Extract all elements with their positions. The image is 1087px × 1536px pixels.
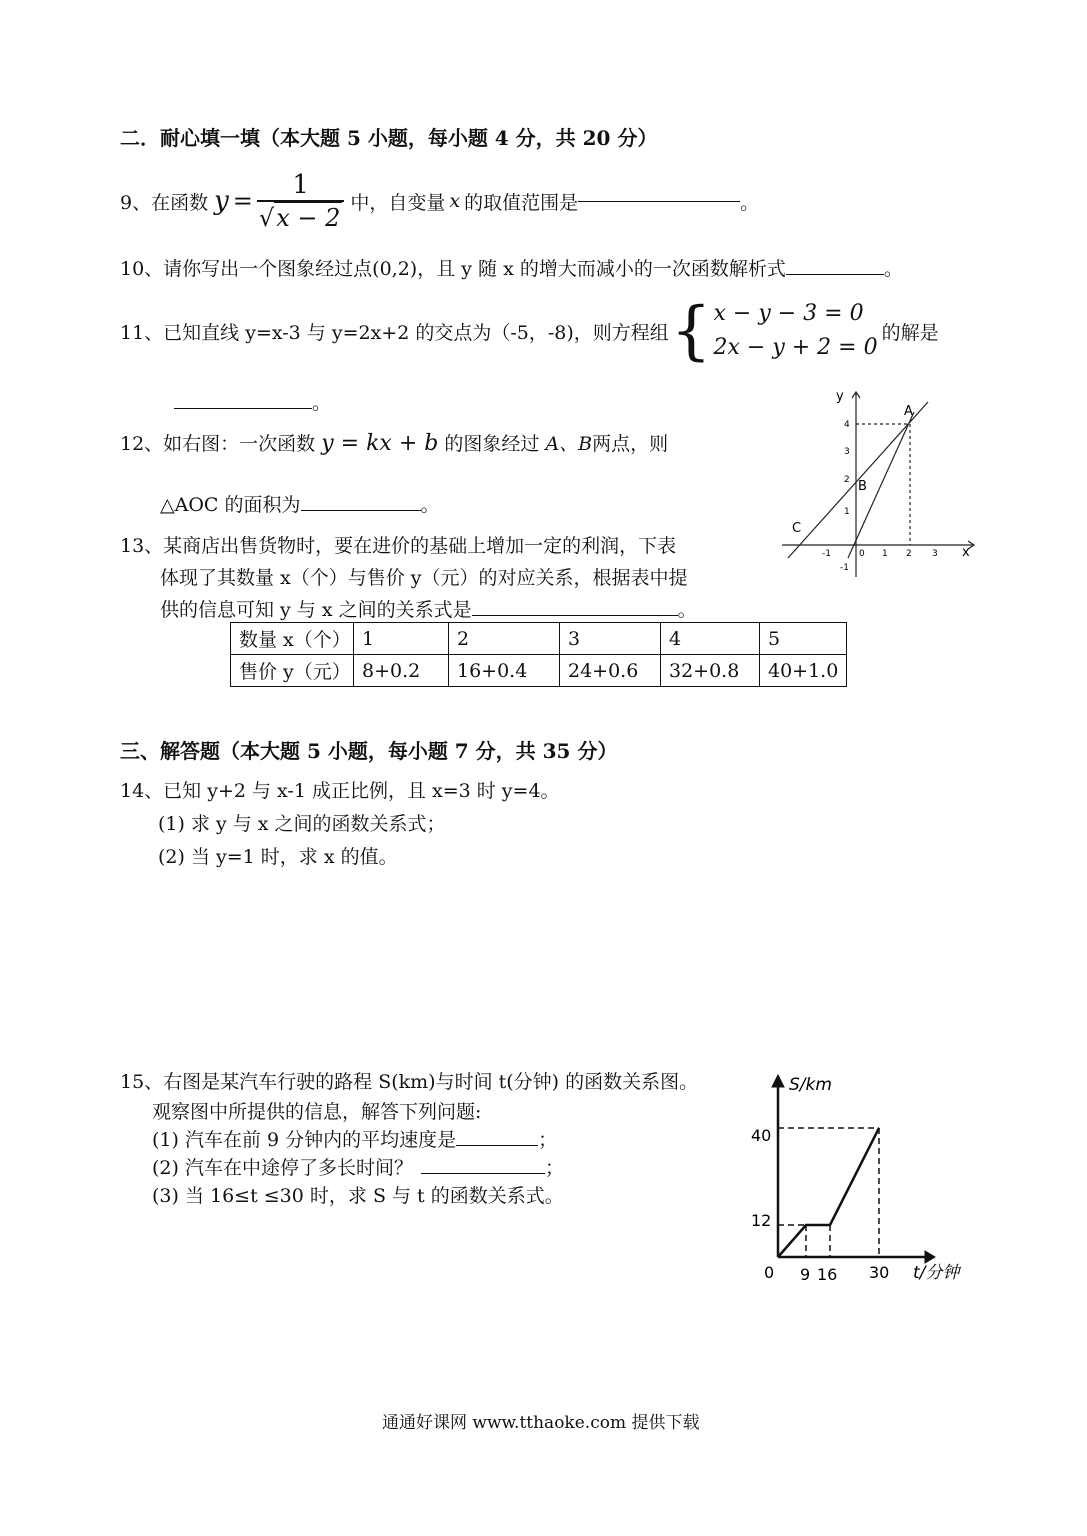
q12-area-prompt: △AOC 的面积为 (160, 494, 301, 516)
q10-answer-blank[interactable] (786, 273, 884, 275)
q9-fraction (257, 170, 344, 233)
q15-line-2: 观察图中所提供的信息，解答下列问题: (152, 1101, 482, 1123)
table-cell: 1 (354, 623, 449, 655)
q15-line-4 (152, 1153, 564, 1180)
q9-denominator: √x − 2 (257, 200, 344, 233)
q10-text: 10、请你写出一个图象经过点(0,2)，且 y 随 x 的增大而减小的一次函数解析式 (120, 258, 786, 280)
q11-answer-blank[interactable] (174, 407, 312, 409)
table-row (231, 655, 847, 687)
q11-equation-2: 2x − y + 2 = 0 (713, 335, 878, 360)
question-9 (120, 166, 759, 236)
q15-t-arrow (925, 1251, 935, 1263)
q13-prompt: 供的信息可知 y 与 x 之间的关系式是 (160, 599, 472, 621)
q15-line-3 (152, 1125, 557, 1152)
q9-radicand: x − 2 (276, 203, 341, 232)
q15-line-5: (3) 当 16≤t ≤30 时，求 S 与 t 的函数关系式。 (152, 1185, 564, 1207)
q11-end: 。 (312, 392, 332, 414)
q12-tail: 两点，则 (592, 433, 669, 455)
q11-equation-1: x − y − 3 = 0 (713, 301, 864, 326)
q12-prefix: 12、如右图：一次函数 (120, 433, 316, 455)
q12-line-2 (160, 490, 440, 517)
q13-answer-blank[interactable] (472, 614, 678, 616)
q12-ytick: 2 (844, 475, 850, 485)
q15-q1-prompt: (1) 汽车在前 9 分钟内的平均速度是 (152, 1129, 457, 1151)
table-cell: 8+0.2 (354, 655, 449, 687)
table-cell: 32+0.8 (661, 655, 760, 687)
q9-suffix: 中，自变量 (350, 191, 446, 214)
q13-table (230, 622, 847, 687)
question-10 (120, 254, 903, 281)
q15-q1-blank[interactable] (456, 1144, 538, 1146)
table-cell: 3 (560, 623, 661, 655)
q15-ytick-12: 12 (751, 1211, 772, 1230)
section-3-title: 三、解答题（本大题 5 小题，每小题 7 分，共 35 分） (120, 739, 618, 763)
q15-xtick-9: 9 (800, 1265, 811, 1284)
table-cell: 40+1.0 (760, 655, 847, 687)
q15-xtick-30: 30 (869, 1263, 890, 1282)
q12-answer-blank[interactable] (301, 509, 421, 511)
q12-points: A、B (545, 433, 593, 455)
q11-brace: { (670, 294, 712, 368)
table-cell: 16+0.4 (449, 655, 560, 687)
q11-answer-line (174, 388, 331, 415)
q11-tail: 的解是 (881, 321, 939, 344)
section-2-title: 二．耐心填一填（本大题 5 小题，每小题 4 分，共 20 分） (120, 126, 658, 150)
q12-end: 。 (420, 494, 440, 516)
q12-xtick: 2 (906, 549, 912, 559)
q9-prefix: 9、在函数 (120, 191, 209, 214)
q9-numerator: 1 (292, 169, 309, 200)
q9-answer-blank[interactable] (578, 200, 740, 202)
q12-point-c: C (792, 521, 802, 536)
table-cell: 2 (449, 623, 560, 655)
q12-y-label: y (836, 389, 844, 404)
q15-ytick-40: 40 (751, 1126, 772, 1145)
q15-y-label: S/km (789, 1075, 832, 1095)
q12-xtick: 3 (932, 549, 938, 559)
q12-ytick: 3 (844, 447, 850, 457)
q9-y: y (214, 186, 229, 216)
q15-distance-line (778, 1128, 879, 1257)
q11-system (714, 297, 878, 365)
q14-line-1: 14、已知 y+2 与 x-1 成正比例，且 x=3 时 y=4。 (120, 780, 560, 802)
q15-xtick-0: 0 (764, 1263, 775, 1282)
q13-line-1: 13、某商店出售货物时，要在进价的基础上增加一定的利润，下表 (120, 535, 677, 557)
q12-xtick: -1 (822, 549, 831, 559)
footer-text: 通通好课网 www.tthaoke.com 提供下载 (382, 1413, 700, 1433)
q13-line-2: 体现了其数量 x（个）与售价 y（元）的对应关系，根据表中提 (160, 567, 688, 589)
q9-var: x (449, 190, 461, 212)
q14-line-2: (1) 求 y 与 x 之间的函数关系式； (158, 813, 446, 835)
table-cell: 24+0.6 (560, 655, 661, 687)
q14-line-3: (2) 当 y=1 时，求 x 的值。 (158, 846, 398, 868)
table-row (231, 623, 847, 655)
q13-end: 。 (677, 599, 697, 621)
q15-x-label: t/分钟 (913, 1263, 960, 1283)
q12-point-a: A (904, 404, 913, 419)
q11-text: 11、已知直线 y=x-3 与 y=2x+2 的交点为（-5，-8)，则方程组 (120, 321, 669, 344)
table-cell: 4 (661, 623, 760, 655)
q12-mid: 的图象经过 (444, 433, 540, 455)
q15-s-arrow (772, 1075, 784, 1087)
q12-formula: y = kx + b (321, 431, 439, 456)
question-12 (120, 429, 668, 456)
q9-end: 。 (740, 191, 760, 214)
table-cell: 售价 y（元） (231, 655, 354, 687)
q9-eq: = (232, 187, 253, 215)
q9-tail: 的取值范围是 (464, 191, 579, 214)
q12-graph (778, 382, 980, 580)
q15-q2-end: ； (544, 1157, 564, 1179)
q12-ytick: -1 (840, 563, 849, 573)
q15-q2-prompt: (2) 汽车在中途停了多长时间？ (152, 1157, 413, 1179)
q15-q2-blank[interactable] (421, 1172, 545, 1174)
table-cell: 5 (760, 623, 847, 655)
q10-end: 。 (883, 258, 903, 280)
q15-graph (745, 1065, 970, 1287)
q12-point-b: B (858, 479, 867, 494)
q12-xtick: 0 (859, 549, 865, 559)
table-cell: 数量 x（个） (231, 623, 354, 655)
q12-x-label: x (962, 545, 970, 560)
q15-xtick-16: 16 (817, 1265, 838, 1284)
q12-xtick: 1 (882, 549, 888, 559)
q13-line-3 (160, 595, 697, 622)
q12-ytick: 1 (844, 507, 850, 517)
q12-ytick: 4 (844, 420, 850, 430)
question-11 (120, 296, 939, 366)
q15-line-1: 15、右图是某汽车行驶的路程 S(km)与时间 t(分钟) 的函数关系图。 (120, 1071, 699, 1093)
q15-q1-end: ； (538, 1129, 558, 1151)
